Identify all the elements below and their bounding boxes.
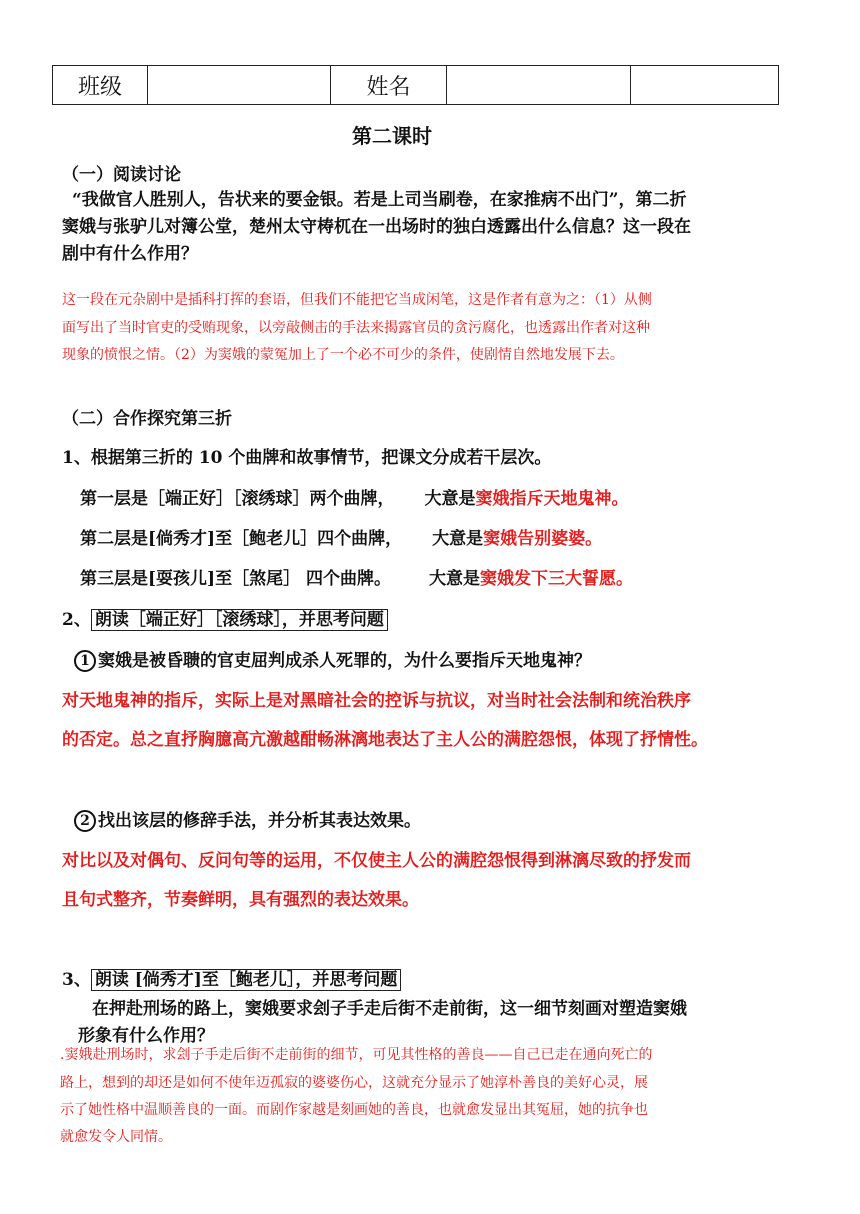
layer-label: 第二层是[倘秀才]至［鲍老儿］四个曲牌， [80,529,403,549]
section1-question-line: 剧中有什么作用？ [62,244,198,264]
question-3-prefix: 3、 [62,970,91,990]
question-2 [62,605,388,630]
sub-question-1-answer-line: 对天地鬼神的指斥，实际上是对黑暗社会的控诉与抗议，对当时社会法制和统治秩序 [62,691,691,711]
sub-question-2 [74,806,421,832]
layer-meaning: 窦娥告别婆婆。 [483,529,603,549]
layer-2 [80,524,602,549]
question-1: 1、根据第三折的 10 个曲牌和故事情节，把课文分成若干层次。 [62,448,552,468]
info-table [52,65,779,105]
layer-3 [80,564,633,589]
question-3-answer-line: 就愈发令人同情。 [60,1129,172,1145]
layer-meaning-prefix: 大意是 [429,569,481,589]
sub-question-2-answer-line: 且句式整齐，节奏鲜明，具有强烈的表达效果。 [62,890,419,910]
layer-meaning: 窦娥指斥天地鬼神。 [475,489,629,509]
question-2-boxed: 朗读［端正好］［滚绣球］，并思考问题 [91,609,388,631]
layer-label: 第三层是[耍孩儿]至［煞尾］ 四个曲牌。 [80,569,392,589]
question-3-answer-line: 路上，想到的却还是如何不使年迈孤寂的婆婆伤心，这就充分显示了她淳朴善良的美好心灵，展 [60,1075,648,1091]
sub-question-1 [74,646,591,672]
layer-meaning-prefix: 大意是 [432,529,484,549]
layer-meaning-prefix: 大意是 [424,489,476,509]
name-label: 姓名 [331,66,447,105]
question-3-text-line: 形象有什么作用？ [78,1026,214,1046]
layer-1 [80,484,629,509]
sub-question-1-text: 窦娥是被昏聩的官吏屈判成杀人死罪的，为什么要指斥天地鬼神？ [98,651,591,671]
question-2-prefix: 2、 [62,610,91,630]
question-3-answer-line: .窦娥赴刑场时，求刽子手走后街不走前街的细节，可见其性格的善良——自己已走在通向死亡的 [60,1047,653,1063]
circled-number-2: 2 [74,810,96,832]
name-field[interactable] [447,66,631,105]
class-label: 班级 [53,66,148,105]
page-title: 第二课时 [352,124,432,148]
section1-heading: （一）阅读讨论 [62,165,181,185]
sub-question-2-answer-line: 对比以及对偶句、反问句等的运用，不仅使主人公的满腔怨恨得到淋漓尽致的抒发而 [62,851,691,871]
question-3-boxed: 朗读 [倘秀才]至［鲍老儿］，并思考问题 [91,969,402,991]
section1-question-line: 窦娥与张驴儿对簿公堂，楚州太守梼杌在一出场时的独白透露出什么信息？这一段在 [62,217,691,237]
class-field[interactable] [148,66,331,105]
layer-label: 第一层是［端正好］［滚绣球］两个曲牌， [80,489,395,509]
extra-field[interactable] [631,66,779,105]
section1-answer-line: 现象的愤恨之情。（2）为窦娥的蒙冤加上了一个必不可少的条件，使剧情自然地发展下去。 [62,347,624,363]
layer-meaning: 窦娥发下三大誓愿。 [480,569,634,589]
section1-answer-line: 这一段在元杂剧中是插科打挥的套语，但我们不能把它当成闲笔，这是作者有意为之：（1）从侧 [62,292,652,308]
sub-question-2-text: 找出该层的修辞手法，并分析其表达效果。 [98,811,421,831]
question-3-answer-line: 示了她性格中温顺善良的一面。而剧作家越是刻画她的善良，也就愈发显出其冤屈，她的抗争也 [60,1102,648,1118]
question-3-text-line: 在押赴刑场的路上，窦娥要求刽子手走后街不走前街，这一细节刻画对塑造窦娥 [92,999,687,1019]
section2-heading: （二）合作探究第三折 [62,409,232,429]
section1-answer-line: 面写出了当时官吏的受贿现象，以旁敲侧击的手法来揭露官员的贪污腐化，也透露出作者对这种 [62,320,650,336]
question-3 [62,965,401,990]
section1-question-line: “我做官人胜别人，告状来的要金银。若是上司当刷卷，在家推病不出门”，第二折 [72,190,687,210]
circled-number-1: 1 [74,650,96,672]
sub-question-1-answer-line: 的否定。总之直抒胸臆高亢激越酣畅淋漓地表达了主人公的满腔怨恨，体现了抒情性。 [62,730,708,750]
